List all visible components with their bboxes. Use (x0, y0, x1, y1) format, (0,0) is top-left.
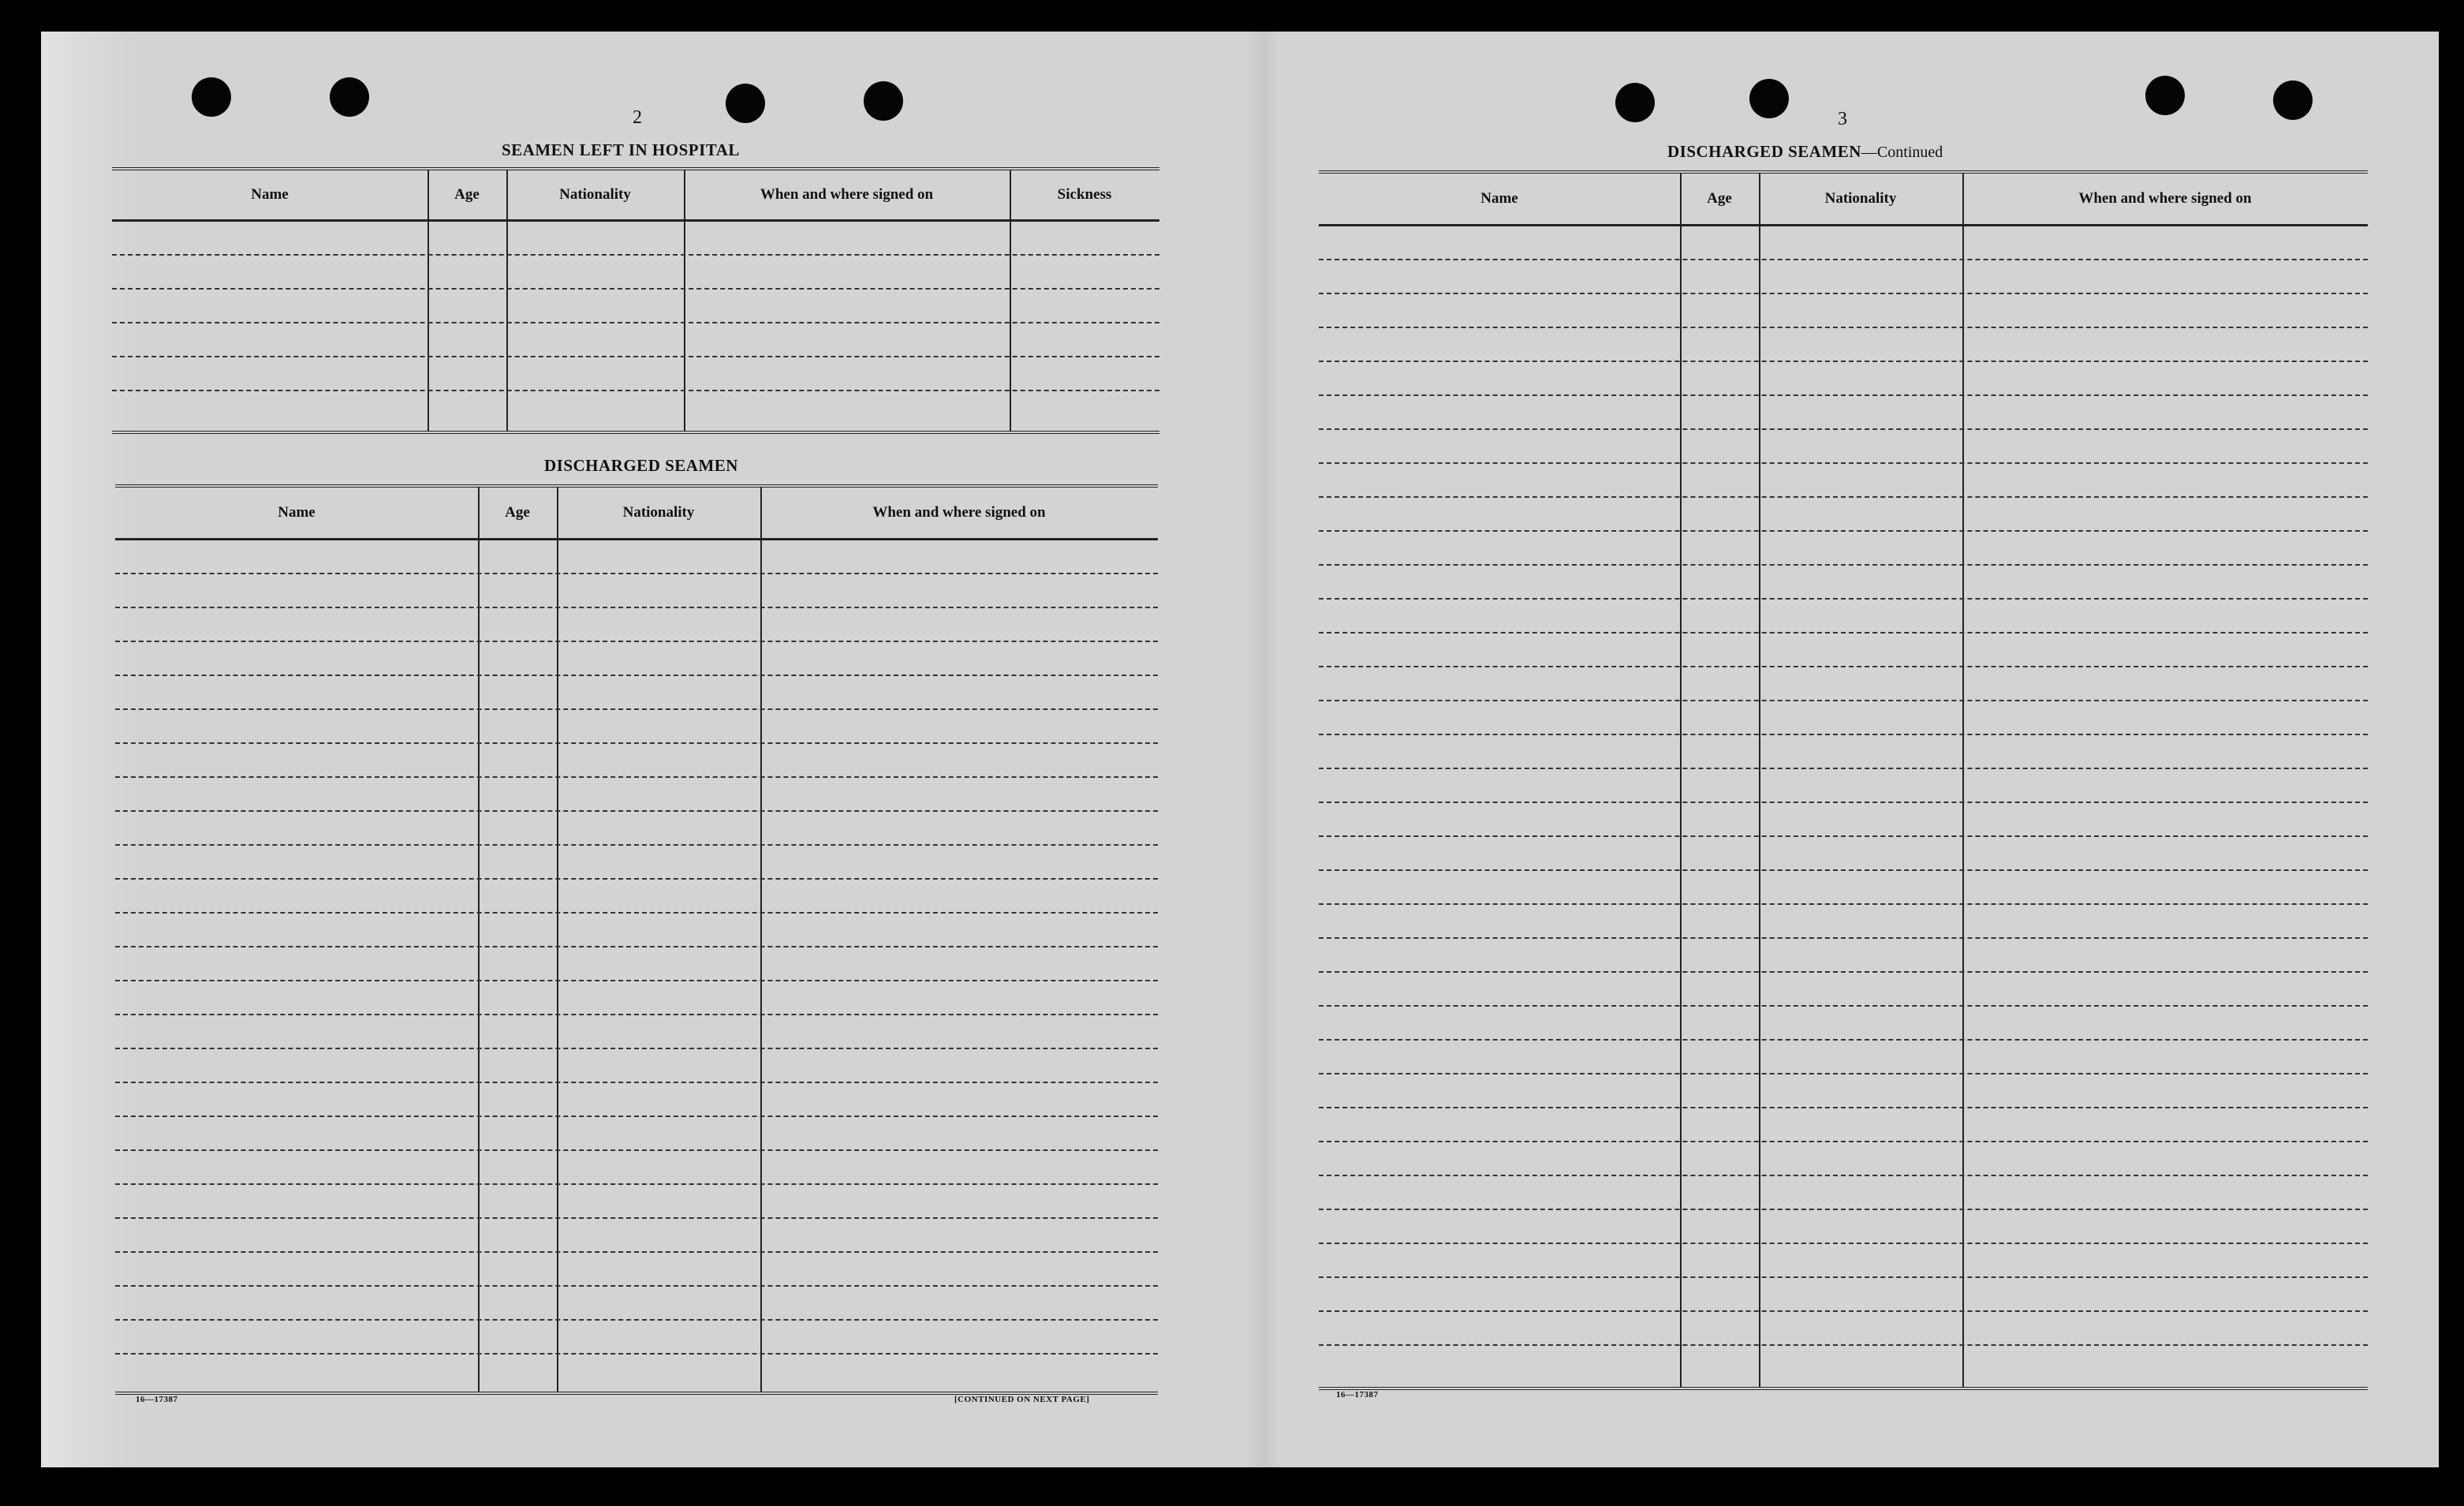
entry-row-line (1319, 1039, 2368, 1041)
entry-row-line (1319, 869, 2368, 871)
entry-row-line (1319, 496, 2368, 498)
entry-row-line (1319, 293, 2368, 294)
entry-row-line (1319, 259, 2368, 260)
entry-row-line (112, 322, 1159, 323)
entry-row-line (1319, 1175, 2368, 1176)
entry-row-line (1319, 1141, 2368, 1142)
column-header-sickness: Sickness (1057, 186, 1112, 203)
entry-row-line (115, 1149, 1158, 1151)
column-header-nationality: Nationality (559, 186, 631, 203)
punch-hole (192, 77, 231, 117)
entry-row-line (115, 641, 1158, 642)
discharged-continued-title (1667, 142, 1943, 162)
punch-hole (2273, 80, 2313, 120)
entry-row-line (1319, 835, 2368, 837)
punch-hole (864, 81, 903, 121)
continued-note: [CONTINUED ON NEXT PAGE] (954, 1395, 1090, 1404)
entry-row-line (1319, 937, 2368, 939)
column-header-age: Age (505, 504, 530, 521)
entry-row-line (1319, 802, 2368, 803)
entry-row-line (115, 776, 1158, 778)
entry-row-line (115, 1251, 1158, 1253)
entry-row-line (112, 254, 1159, 256)
entry-row-line (115, 1082, 1158, 1083)
entry-row-line (115, 946, 1158, 947)
entry-row-line (1319, 1310, 2368, 1312)
punch-hole (1615, 83, 1655, 122)
column-rule (427, 170, 429, 431)
form-number: 16—17387 (136, 1395, 178, 1404)
entry-row-line (115, 1319, 1158, 1321)
entry-row-line (115, 1285, 1158, 1287)
entry-row-line (115, 878, 1158, 880)
form-number: 16—17387 (1336, 1390, 1379, 1399)
entry-row-line (115, 1183, 1158, 1185)
column-rule (557, 488, 558, 1392)
entry-row-line (1319, 903, 2368, 905)
entry-row-line (115, 708, 1158, 710)
entry-row-line (112, 288, 1159, 290)
entry-row-line (1319, 1209, 2368, 1210)
column-rule (760, 488, 762, 1392)
column-rule (506, 170, 508, 431)
column-rule (1962, 174, 1964, 1387)
entry-row-line (1319, 361, 2368, 362)
column-header-when-where: When and where signed on (760, 186, 934, 203)
entry-row-line (115, 607, 1158, 608)
entry-row-line (1319, 1005, 2368, 1007)
entry-row-line (1319, 530, 2368, 532)
page-number: 2 (633, 107, 642, 128)
entry-row-line (112, 390, 1159, 391)
entry-row-line (1319, 462, 2368, 464)
column-header-nationality: Nationality (1824, 190, 1897, 207)
column-header-nationality: Nationality (622, 504, 695, 521)
discharged-continued-title-main: DISCHARGED SEAMEN (1667, 142, 1861, 161)
entry-row-line (1319, 428, 2368, 430)
entry-row-line (1319, 1073, 2368, 1074)
entry-row-line (115, 1115, 1158, 1117)
entry-row-line (115, 844, 1158, 846)
hospital-section-title: SEAMEN LEFT IN HOSPITAL (502, 140, 740, 159)
column-rule (1759, 174, 1760, 1387)
entry-row-line (1319, 971, 2368, 973)
entry-row-line (115, 742, 1158, 744)
column-header-age: Age (454, 186, 480, 203)
entry-row-line (1319, 1344, 2368, 1346)
discharged-continued-table (1319, 170, 2368, 1390)
column-header-age: Age (1707, 190, 1732, 207)
entry-row-line (115, 675, 1158, 676)
hospital-table (112, 167, 1159, 434)
entry-row-line (1319, 564, 2368, 566)
entry-row-line (115, 1048, 1158, 1049)
entry-row-line (115, 1353, 1158, 1355)
column-header-name: Name (1480, 190, 1518, 207)
entry-row-line (1319, 1243, 2368, 1244)
punch-hole (1749, 79, 1789, 118)
punch-hole (726, 84, 765, 123)
column-rule (1680, 174, 1682, 1387)
column-header-when-where: When and where signed on (2078, 190, 2252, 207)
entry-row-line (115, 573, 1158, 574)
entry-row-line (1319, 327, 2368, 328)
entry-row-line (1319, 598, 2368, 600)
entry-row-line (115, 1014, 1158, 1015)
page-number: 3 (1838, 109, 1847, 129)
center-fold (1248, 32, 1279, 1467)
column-header-name: Name (251, 186, 289, 203)
column-header-when-where: When and where signed on (872, 504, 1046, 521)
punch-hole (2145, 76, 2185, 115)
entry-row-line (1319, 700, 2368, 701)
entry-row-line (1319, 666, 2368, 667)
entry-row-line (115, 1217, 1158, 1219)
entry-row-line (1319, 394, 2368, 396)
entry-row-line (115, 912, 1158, 914)
column-rule (478, 488, 480, 1392)
entry-row-line (115, 980, 1158, 981)
discharged-continued-title-suffix: —Continued (1861, 144, 1943, 161)
punch-hole (330, 77, 369, 117)
discharged-section-title: DISCHARGED SEAMEN (544, 456, 738, 475)
entry-row-line (1319, 1276, 2368, 1278)
discharged-table (115, 484, 1158, 1395)
column-rule (1010, 170, 1011, 431)
entry-row-line (1319, 632, 2368, 633)
entry-row-line (1319, 734, 2368, 735)
entry-row-line (115, 810, 1158, 812)
entry-row-line (112, 356, 1159, 357)
column-rule (684, 170, 685, 431)
entry-row-line (1319, 1107, 2368, 1108)
entry-row-line (1319, 768, 2368, 769)
column-header-name: Name (278, 504, 315, 521)
